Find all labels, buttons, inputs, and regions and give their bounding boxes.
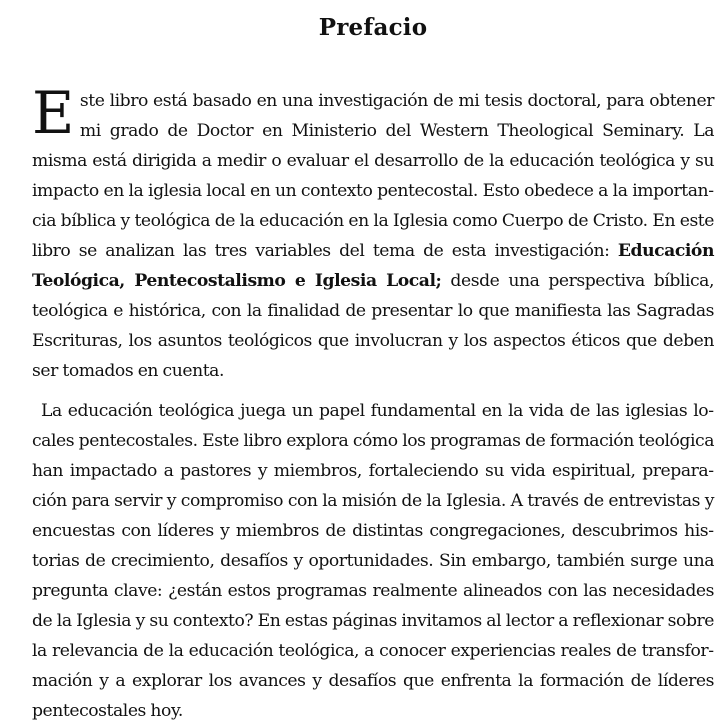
paragraph-1: [32, 79, 714, 386]
paragraph-1-bold-variables: Educación Teológica, Pentecostalismo e Iglesia Local;: [32, 241, 714, 291]
paragraph-2: La educación teológica juega un papel fundamental en la vida de las iglesias locales pentecostales. Este libro explora cómo los programas de formación teológica han impactado a pastores y miembros, fortaleciendo su vida espiritual, preparación para servir y compromiso con la misión de la Iglesia. A través de entrevistas y encuestas con líderes y miembros de distintas congregaciones, descubrimos historias de crecimiento, desafíos y oportunidades. Sin embargo, también surge una pregunta clave: ¿están estos programas realmente alineados con las necesidades de la Iglesia y su contexto? En estas páginas invitamos al lector a reflexionar sobre la relevancia de la educación teológica, a conocer experiencias reales de transformación y a explorar los avances y desafíos que enfrenta la formación de líderes pentecostales hoy.: [32, 401, 714, 721]
document-page: [32, 0, 714, 726]
paragraph-1-text-end: desde una perspectiva bíblica, teológica e histórica, con la finalidad de presentar lo que manifiesta las Sagradas Escrituras, los asuntos teológicos que involucran y los aspectos éticos que deben ser tomados en cuenta.: [32, 271, 714, 381]
drop-cap: E: [32, 79, 74, 147]
page-title: Prefacio: [318, 14, 428, 41]
paragraph-1-text-start: ste libro está basado en una investigación de mi tesis doctoral, para obtener mi grado de Doctor en Ministerio del Western Theological Seminary. La misma está dirigida a medir o evaluar el desarrollo de la educación teológica y su impacto en la iglesia local en un contexto pentecostal. Esto obedece a la importancia bíblica y teológica de la educación en la Iglesia como Cuerpo de Cristo. En este libro se analizan las tres variables del tema de esta investigación:: [32, 91, 714, 261]
